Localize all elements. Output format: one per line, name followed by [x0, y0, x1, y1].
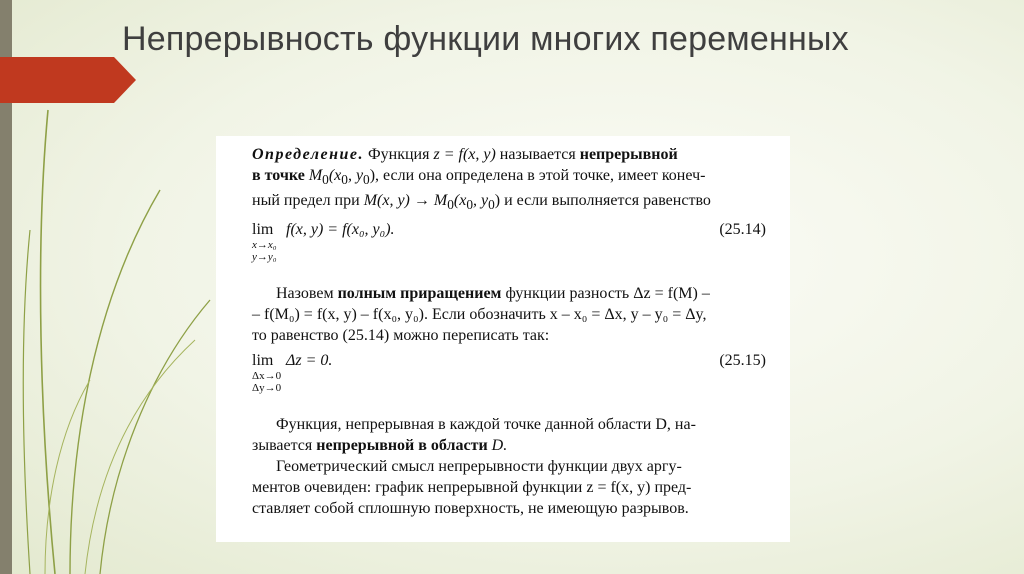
- region-continuity-line-1: Функция, непрерывная в каждой точке данной области D, на-: [276, 416, 696, 434]
- definition-line-2: в точке $M_0(x_0$, $y_0$), если она определена в этой точке, имеет конеч-: [252, 167, 706, 188]
- definition-line-3: ный предел при M(x, $y) \to M_0(x_0$, $y_0$) и если выполняется равенство: [252, 192, 711, 213]
- geometric-meaning-line-2: ментов очевиден: график непрерывной функции z = f(x, y) пред-: [252, 479, 692, 497]
- lim-operator: lim: [252, 221, 274, 239]
- increment-line-3: то равенство (25.14) можно переписать так:: [252, 327, 550, 345]
- definition-line-1: Определение. Функция z = f(x, y) называется непрерывной: [252, 146, 678, 163]
- lim-operator: lim: [252, 352, 274, 370]
- limit-expression: f(x, y) = f(x₀, y₀).: [286, 221, 395, 239]
- geometric-meaning-line-1: Геометрический смысл непрерывности функции двух аргу-: [276, 458, 682, 476]
- limit-subscript: Δx→0 Δy→0: [252, 370, 282, 395]
- geometric-meaning-line-3: ставляет собой сплошную поверхность, не имеющую разрывов.: [252, 500, 689, 518]
- equation-number: (25.14): [719, 221, 766, 239]
- definition-word: Определение.: [252, 146, 364, 163]
- slide-title: Непрерывность функции многих переменных: [122, 20, 849, 58]
- limit-formula-25-15: [252, 352, 780, 404]
- limit-formula-25-14: [252, 221, 780, 273]
- limit-expression: Δz = 0.: [286, 352, 333, 370]
- limit-subscript: x→x₀ y→y₀: [252, 239, 277, 264]
- title-arrow-shape: [0, 57, 136, 103]
- equation-number: (25.15): [719, 352, 766, 370]
- increment-line-1: Назовем полным приращением функции разность Δz = f(M) –: [276, 285, 710, 303]
- increment-line-2: – f(M₀) = f(x, y) – f(x₀, y₀). Если обозначить x – x₀ = Δx, y – y₀ = Δy,: [252, 306, 707, 324]
- region-continuity-line-2: зывается непрерывной в области D.: [252, 437, 508, 455]
- textbook-excerpt-image: [216, 136, 790, 542]
